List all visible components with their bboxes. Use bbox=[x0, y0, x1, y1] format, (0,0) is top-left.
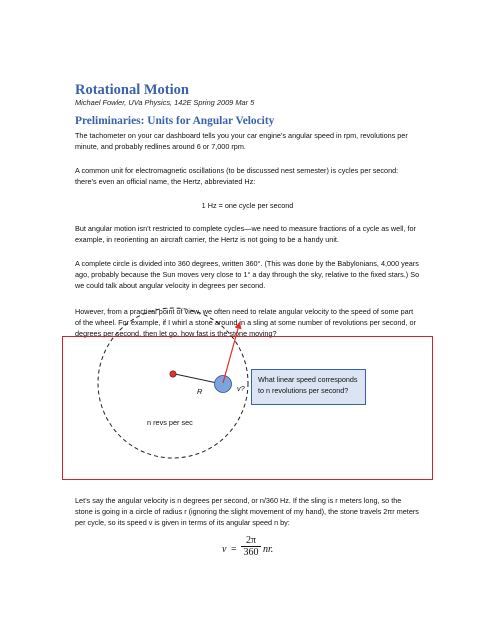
section-heading: Preliminaries: Units for Angular Velocity bbox=[75, 115, 275, 127]
paragraph-fractions: But angular motion isn’t restricted to complete cycles—we need to measure fractions of a cycle as well, for example, in reorienting an aircraft carrier, the Hertz is not going to be a handy unit. bbox=[75, 224, 416, 245]
pivot-dot bbox=[170, 371, 176, 377]
paragraph-derivation: Let’s say the angular velocity is n degrees per second, or n/360 Hz. If the sling is r meters long, so the stone is going in a circle of radius r (ignoring the slight movement of my hand), the stone travels 2πr meters per cycle, so its speed v is given in terms of its angular speed n by: bbox=[75, 496, 419, 528]
stone-circle bbox=[215, 376, 232, 393]
formula-lhs: v bbox=[222, 544, 227, 555]
formula-denominator: 360 bbox=[243, 547, 259, 558]
formula-equals: = bbox=[231, 544, 237, 555]
revs-label: n revs per sec bbox=[147, 418, 193, 427]
formula-rhs: nr. bbox=[263, 544, 274, 555]
equation-hertz-definition: 1 Hz = one cycle per second bbox=[201, 201, 294, 210]
author-byline: Michael Fowler, UVa Physics, 142E Spring 2009 Mar 5 bbox=[75, 98, 255, 107]
formula-numerator: 2π bbox=[241, 535, 261, 547]
formula-fraction bbox=[241, 535, 261, 558]
velocity-label: v? bbox=[237, 384, 245, 393]
paragraph-hertz: A common unit for electromagnetic oscillations (to be discussed nest semester) is cycles per second: there’s even an official name, the Hertz, abbreviated Hz: bbox=[75, 166, 399, 187]
radius-label: R bbox=[197, 387, 203, 396]
radius-line bbox=[175, 374, 217, 383]
document-title: Rotational Motion bbox=[75, 82, 189, 98]
callout-box: What linear speed corresponds to n revolutions per second? bbox=[251, 369, 366, 405]
paragraph-practical: However, from a practical point of view, we often need to relate angular velocity to the speed of some part of the wheel. For example, if I whirl a stone around in a sling at some number of revolutions per second, or degrees per second, then let go, how fast is the stone moving? bbox=[75, 307, 416, 339]
paragraph-tachometer: The tachometer on your car dashboard tells you your car engine’s angular speed in rpm, revolutions per minute, and probably redlines around 6 or 7,000 rpm. bbox=[75, 131, 408, 152]
paragraph-degrees: A complete circle is divided into 360 degrees, written 360°. (This was done by the Babylonians, 4,000 years ago, probably because the Sun moves very close to 1° a day through the sky, relative to the fixed stars.) So we could talk about angular velocity in degrees per second. bbox=[75, 259, 420, 291]
rotation-diagram bbox=[62, 336, 433, 480]
speed-formula bbox=[222, 535, 292, 565]
